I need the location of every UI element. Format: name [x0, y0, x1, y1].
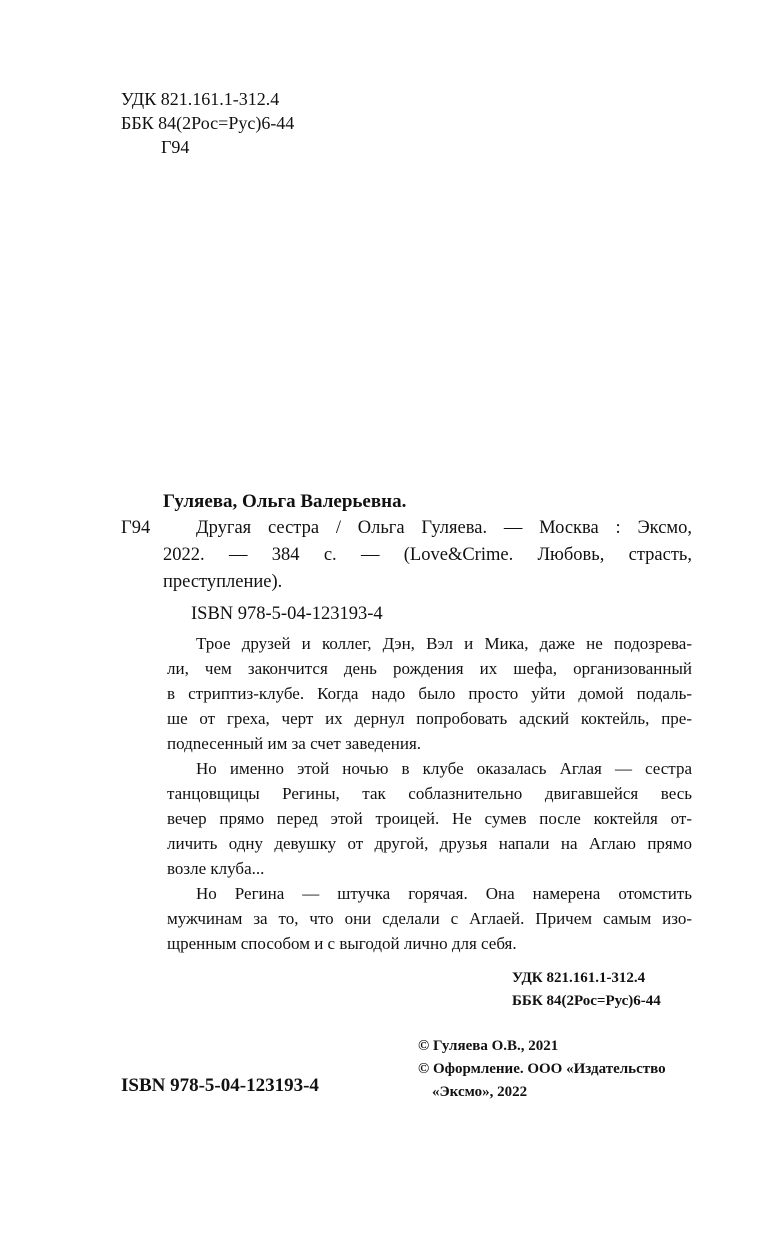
author-heading: Гуляева, Ольга Валерьевна. [163, 491, 407, 512]
annotation-line: Но именно этой ночью в клубе оказалась Аглая — сестра [196, 759, 692, 778]
copyright-design-cont: «Эксмо», 2022 [432, 1084, 528, 1100]
annotation-line: мужчинам за то, что они сделали с Аглаей. Причем самым изо- [167, 909, 692, 928]
annotation-line: возле клуба... [167, 859, 265, 878]
copyright-author: © Гуляева О.В., 2021 [418, 1038, 559, 1054]
author-sign: Г94 [161, 137, 190, 157]
copyright-design: © Оформление. ООО «Издательство [418, 1061, 666, 1077]
annotation-line: танцовщицы Регины, так соблазнительно двигавшейся весь [167, 784, 692, 803]
annotation-line: вечер прямо перед этой троицей. Не сумев после коктейля от- [167, 809, 692, 828]
annotation-line: в стриптиз-клубе. Когда надо было просто уйти домой подаль- [167, 684, 692, 703]
annotation-line: ли, чем закончится день рождения их шефа, организованный [167, 659, 692, 678]
footer-isbn: ISBN 978-5-04-123193-4 [121, 1075, 319, 1096]
annotation-udk: УДК 821.161.1-312.4 [512, 970, 646, 986]
udk-code: УДК 821.161.1-312.4 [121, 89, 280, 109]
description-line-3: преступление). [163, 572, 283, 592]
annotation-line: щренным способом и с выгодой лично для себя. [167, 934, 517, 953]
record-author-sign: Г94 [121, 518, 151, 538]
description-line-2: 2022. — 384 с. — (Love&Crime. Любовь, страсть, [163, 545, 692, 565]
description-line-1: Другая сестра / Ольга Гуляева. — Москва : Эксмо, [196, 518, 692, 538]
record-isbn: ISBN 978-5-04-123193-4 [191, 604, 383, 624]
bbk-code: ББК 84(2Рос=Рус)6-44 [121, 113, 295, 133]
annotation-line: Трое друзей и коллег, Дэн, Вэл и Мика, даже не подозрева- [196, 634, 692, 653]
annotation-bbk: ББК 84(2Рос=Рус)6-44 [512, 993, 661, 1009]
annotation-line: подnесенный им за счет заведения. [167, 734, 422, 753]
annotation-line: Но Регина — штучка горячая. Она намерена отомстить [196, 884, 692, 903]
annotation-line: личить одну девушку от другой, друзья напали на Аглаю прямо [167, 834, 692, 853]
annotation-line: ше от греха, черт их дернул попробовать адский коктейль, пре- [167, 709, 692, 728]
